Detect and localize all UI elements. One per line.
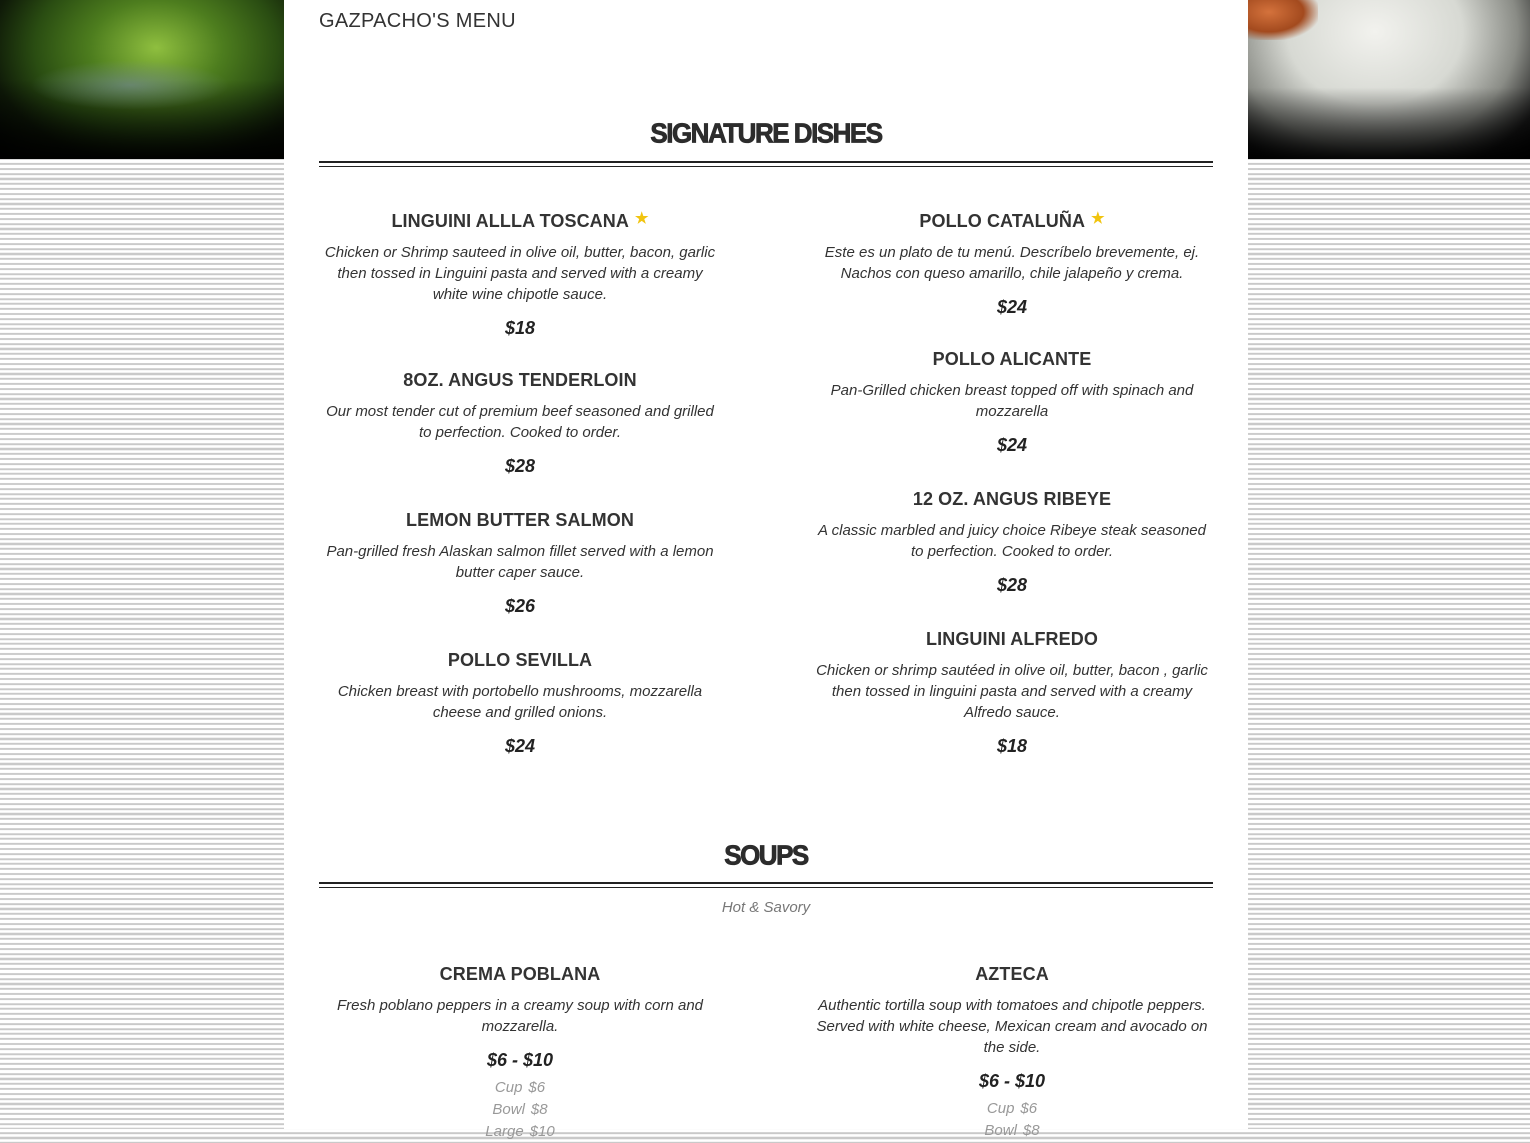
menu-item-price: $24 <box>996 435 1028 455</box>
menu-item-description: Fresh poblano peppers in a creamy soup with corn and mozzarella. <box>336 997 704 1035</box>
menu-item-price: $28 <box>996 575 1028 595</box>
header-banner-image-left <box>0 0 284 159</box>
menu-item-name: LINGUINI ALLLA TOSCANA <box>391 211 629 231</box>
menu-item-price: $6 - $10 <box>486 1050 554 1070</box>
size-price: $8 <box>1022 1122 1040 1139</box>
size-price: $10 <box>529 1123 555 1140</box>
menu-item <box>324 963 716 1143</box>
menu-item-price: $18 <box>504 318 536 338</box>
size-label: Large <box>485 1123 524 1140</box>
menu-item-description: Authentic tortilla soup with tomatoes and chipotle peppers. Served with white cheese, Mexican cream and avocado on the side. <box>816 997 1208 1056</box>
menu-item <box>816 208 1208 318</box>
size-label: Cup <box>986 1100 1015 1117</box>
menu-item-name: POLLO SEVILLA <box>447 650 593 670</box>
menu-item-description: Este es un plato de tu menú. Descríbelo brevemente, ej. Nachos con queso amarillo, chile jalapeño y crema. <box>824 244 1200 282</box>
section-title-signature-dishes: SIGNATURE DISHES <box>650 117 882 149</box>
menu-item-description: Our most tender cut of premium beef seasoned and grilled to perfection. Cooked to order. <box>326 403 714 441</box>
menu-item-name: POLLO CATALUÑA <box>919 211 1086 231</box>
size-label: Cup <box>494 1079 523 1096</box>
star-icon: ★ <box>1091 210 1105 227</box>
menu-item-price: $26 <box>504 596 536 616</box>
size-price: $6 <box>528 1079 546 1096</box>
section-divider <box>319 161 1213 167</box>
menu-item-description: Chicken or shrimp sautéed in olive oil, butter, bacon , garlic then tossed in linguini pasta and served with a creamy Alfredo sauce. <box>816 662 1208 721</box>
menu-item-price: $24 <box>996 297 1028 317</box>
menu-item-description: Chicken or Shrimp sauteed in olive oil, butter, bacon, garlic then tossed in Linguini pasta and served with a creamy white wine chipotle sauce. <box>324 244 716 303</box>
menu-item-description: Chicken breast with portobello mushrooms, mozzarella cheese and grilled onions. <box>337 683 703 721</box>
size-label: Bowl <box>984 1122 1017 1139</box>
menu-item <box>816 348 1208 456</box>
menu-item <box>816 963 1208 1142</box>
menu-item-price: $6 - $10 <box>978 1071 1046 1091</box>
size-option <box>324 1099 716 1121</box>
menu-item-price: $28 <box>504 456 536 476</box>
menu-item-name: LINGUINI ALFREDO <box>926 629 1098 649</box>
section-subtitle: Hot & Savory <box>721 899 811 916</box>
size-price: $8 <box>530 1101 548 1118</box>
size-price: $6 <box>1020 1100 1038 1117</box>
menu-item-description: Pan-grilled fresh Alaskan salmon fillet served with a lemon butter caper sauce. <box>326 543 714 581</box>
menu-item-name: CREMA POBLANA <box>439 964 601 984</box>
menu-page <box>284 0 1248 1140</box>
menu-item <box>324 509 716 617</box>
section-divider <box>319 882 1213 888</box>
menu-item <box>816 628 1208 757</box>
menu-item-description: Pan-Grilled chicken breast topped off with spinach and mozzarella <box>830 382 1194 420</box>
menu-item-price: $24 <box>504 736 536 756</box>
menu-item-name: AZTECA <box>975 964 1049 984</box>
star-icon: ★ <box>634 210 649 227</box>
menu-item <box>324 208 716 339</box>
menu-item-name: LEMON BUTTER SALMON <box>406 510 634 530</box>
menu-item-description: A classic marbled and juicy choice Ribeye steak seasoned to perfection. Cooked to order. <box>818 522 1206 560</box>
site-title[interactable]: GAZPACHO'S MENU <box>319 10 516 32</box>
menu-item-name: POLLO ALICANTE <box>932 349 1092 369</box>
menu-item-name: 8OZ. ANGUS TENDERLOIN <box>403 370 637 390</box>
size-option <box>816 1120 1208 1142</box>
menu-item <box>816 488 1208 596</box>
section-title-soups: SOUPS <box>724 839 808 871</box>
size-options <box>324 1077 716 1143</box>
menu-item-name: 12 OZ. ANGUS RIBEYE <box>912 489 1112 509</box>
size-option <box>324 1121 716 1143</box>
menu-item <box>324 369 716 477</box>
menu-item <box>324 649 716 757</box>
size-option <box>816 1098 1208 1120</box>
header-banner-image-right <box>1248 0 1530 159</box>
size-label: Bowl <box>492 1101 525 1118</box>
size-options <box>816 1098 1208 1142</box>
size-option <box>324 1077 716 1099</box>
menu-item-price: $18 <box>996 736 1028 756</box>
